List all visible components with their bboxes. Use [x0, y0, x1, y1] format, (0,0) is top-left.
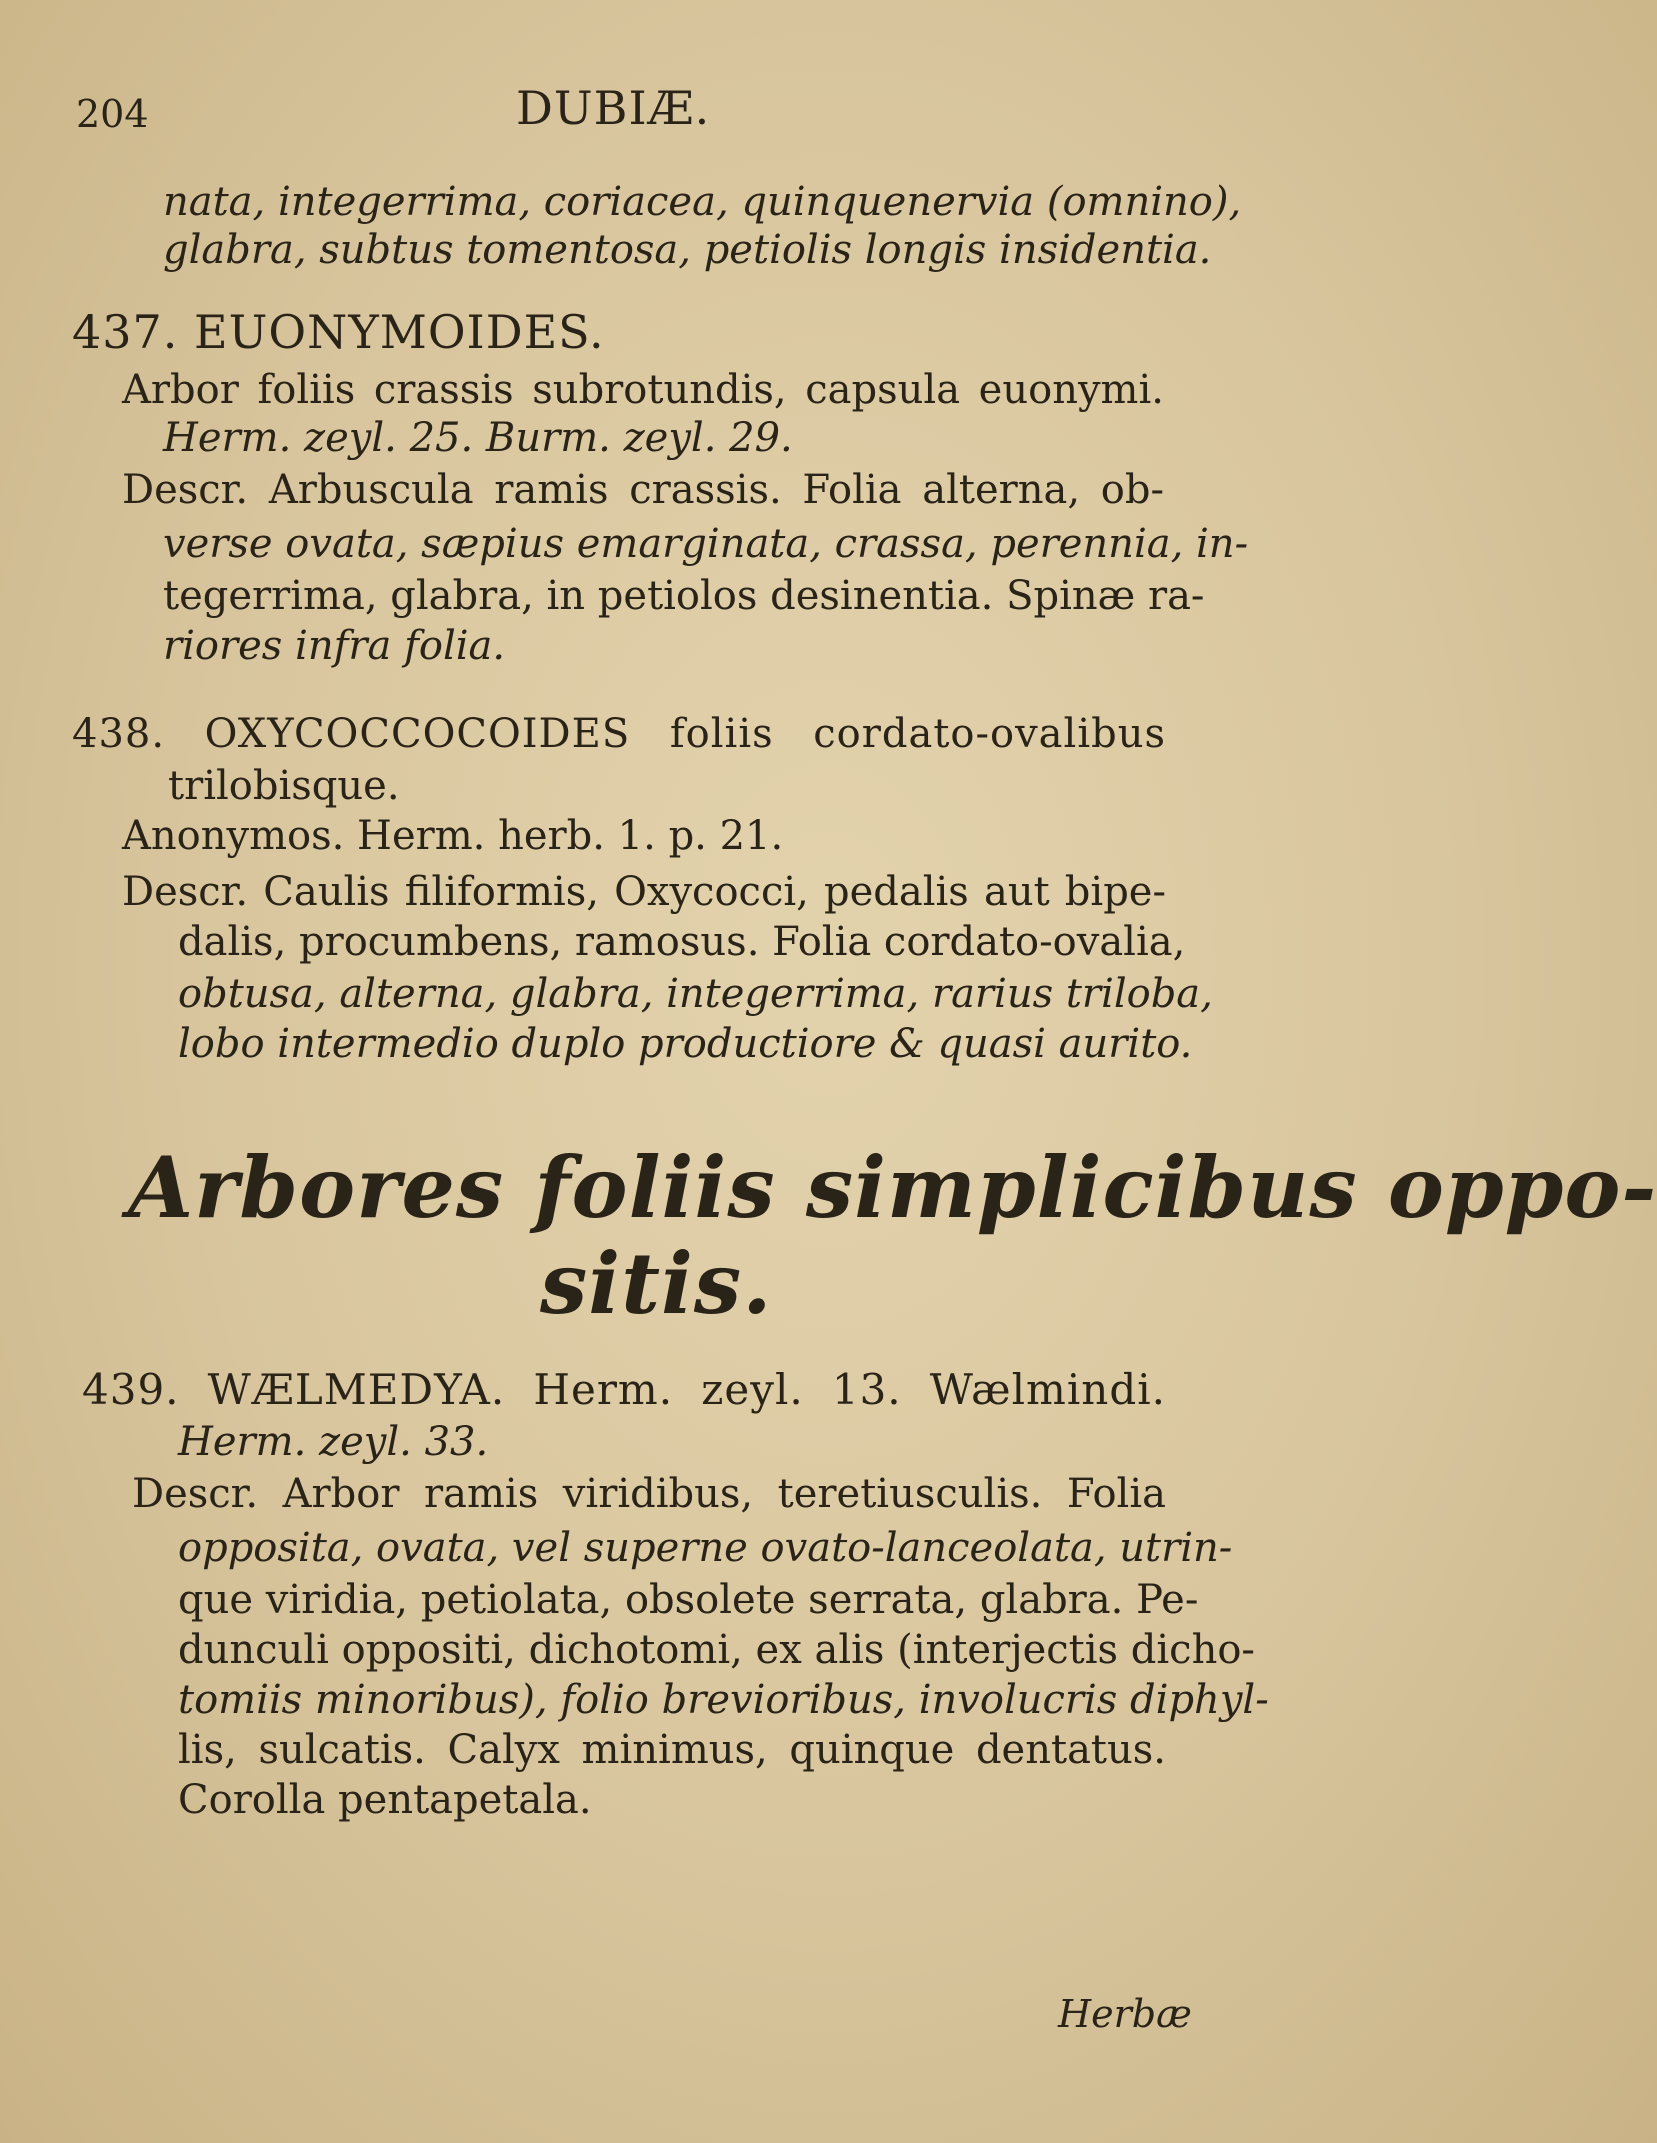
- text-line: Corolla pentapetala.: [178, 1777, 592, 1823]
- citation-line: Anonymos. Herm. herb. 1. p. 21.: [122, 813, 784, 859]
- text-line: opposita, ovata, vel superne ovato-lanceolata, utrin-: [178, 1525, 1233, 1571]
- text-line: lobo intermedio duplo productiore & quasi aurito.: [178, 1021, 1193, 1067]
- page-number: 204: [76, 92, 149, 136]
- description-line: Descr. Arbor ramis viridibus, teretiusculis. Folia: [132, 1471, 1166, 1517]
- text-line: Arbor foliis crassis subrotundis, capsula euonymi.: [122, 367, 1164, 413]
- catchword: Herbæ: [1058, 1992, 1192, 2036]
- text-line: que viridia, petiolata, obsolete serrata, glabra. Pe-: [178, 1577, 1199, 1623]
- text-line: glabra, subtus tomentosa, petiolis longis insidentia.: [163, 227, 1212, 273]
- citation-line: Herm. zeyl. 33.: [178, 1419, 489, 1465]
- section-heading-cont: sitis.: [540, 1234, 773, 1333]
- text-line: obtusa, alterna, glabra, integerrima, rarius triloba,: [178, 971, 1213, 1017]
- description-line: Descr. Caulis filiformis, Oxycocci, pedalis aut bipe-: [122, 869, 1166, 915]
- running-title: DUBIÆ.: [516, 81, 711, 135]
- entry-heading-439: 439. WÆLMEDYA. Herm. zeyl. 13. Wælmindi.: [82, 1365, 1166, 1414]
- text-line: riores infra folia.: [163, 623, 506, 669]
- text-line: nata, integerrima, coriacea, quinquenervia (omnino),: [163, 179, 1242, 225]
- entry-heading-437: 437. EUONYMOIDES.: [72, 305, 605, 359]
- citation-line: Herm. zeyl. 25. Burm. zeyl. 29.: [163, 415, 793, 461]
- text-line: lis, sulcatis. Calyx minimus, quinque dentatus.: [178, 1727, 1166, 1773]
- text-line: verse ovata, sæpius emarginata, crassa, perennia, in-: [163, 521, 1249, 567]
- text-line: dunculi oppositi, dichotomi, ex alis (interjectis dicho-: [178, 1627, 1255, 1673]
- entry-heading-438: 438. OXYCOCCOCOIDES foliis cordato-ovalibus: [72, 711, 1166, 757]
- text-line: dalis, procumbens, ramosus. Folia cordato-ovalia,: [178, 919, 1186, 965]
- text-line: tegerrima, glabra, in petiolos desinentia. Spinæ ra-: [163, 573, 1205, 619]
- description-line: Descr. Arbuscula ramis crassis. Folia alterna, ob-: [122, 467, 1164, 513]
- text-line: trilobisque.: [168, 763, 400, 809]
- text-line: tomiis minoribus), folio brevioribus, involucris diphyl-: [178, 1677, 1269, 1723]
- section-heading: Arbores foliis simplicibus oppo-: [128, 1138, 1657, 1237]
